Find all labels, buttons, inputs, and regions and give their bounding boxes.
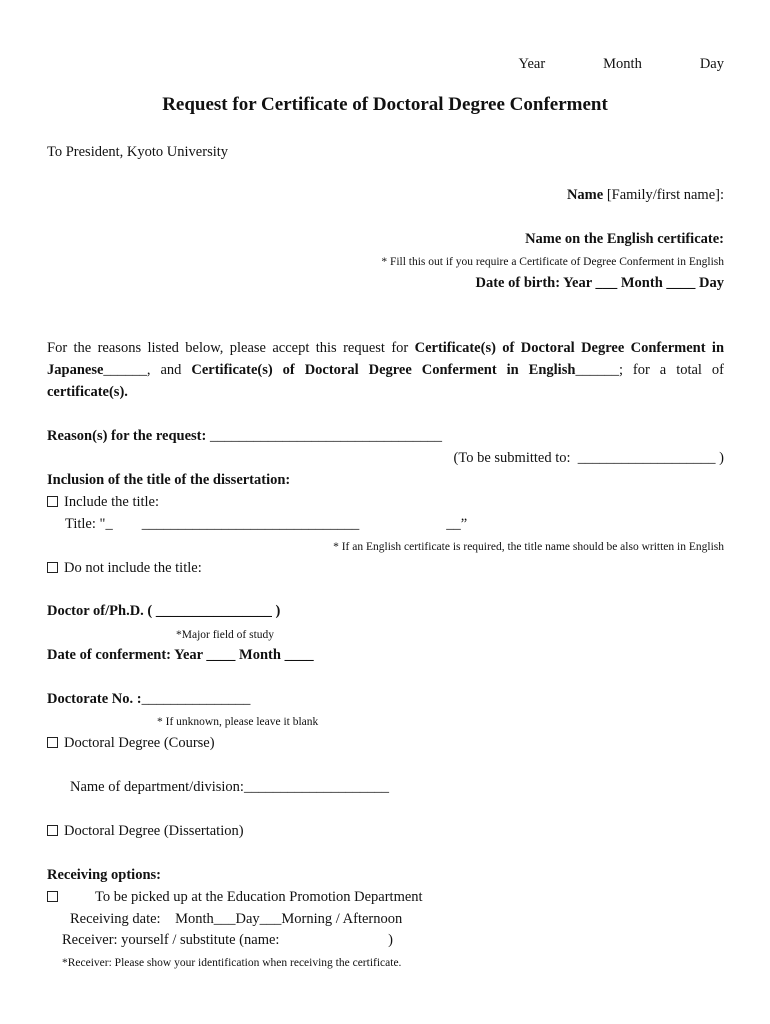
include-title-option[interactable] [47,493,159,511]
request-total-certificates: certificate(s). [47,384,128,400]
include-title-checkbox[interactable] [47,496,58,507]
name-field [567,186,724,204]
request-text-2: ______, and [103,362,192,378]
conferment-date-line[interactable]: Date of conferment: Year ____ Month ____ [47,647,314,663]
doctorate-number-label: Doctorate No. : [47,691,142,707]
receiving-date-line[interactable]: Receiving date: Month___Day___Morning / Afternoon [70,911,403,927]
pickup-option[interactable] [47,888,423,906]
identification-note: *Receiver: Please show your identification when receiving the certificate. [62,957,402,969]
dissertation-title-line[interactable]: Title: "_ ______________________________ __” [65,516,468,532]
course-checkbox[interactable] [47,737,58,748]
pickup-label: To be picked up at the Education Promotion Department [95,889,423,905]
page-title: Request for Certificate of Doctoral Degree Conferment [162,94,608,115]
dissertation-degree-checkbox[interactable] [47,825,58,836]
request-text-3: ______; for a total of [575,362,724,378]
reasons-label: Reason(s) for the request: [47,428,207,444]
english-name-note: * Fill this out if you require a Certificate of Degree Conferment in English [381,256,724,268]
doctorate-number-line [47,690,250,708]
request-paragraph [47,337,724,403]
course-option[interactable] [47,734,215,752]
exclude-title-checkbox[interactable] [47,562,58,573]
date-of-birth-line: Date of birth: Year ___ Month ____ Day [475,275,724,291]
name-hint: [Family/first name]: [603,187,724,203]
doctor-field-line[interactable]: Doctor of/Ph.D. ( ________________ ) [47,603,281,619]
reasons-line [47,427,442,445]
addressee: To President, Kyoto University [47,144,229,160]
exclude-title-option[interactable] [47,559,202,577]
submitted-to-line[interactable]: (To be submitted to: ___________________ ) [453,450,724,466]
department-line[interactable]: Name of department/division:____________________ [70,779,389,795]
pickup-checkbox[interactable] [47,891,58,902]
receiving-heading: Receiving options: [47,867,161,883]
receiver-line[interactable]: Receiver: yourself / substitute (name: ) [62,932,394,948]
dissertation-degree-label: Doctoral Degree (Dissertation) [64,823,244,839]
reasons-blank[interactable]: ________________________________ [206,428,442,444]
exclude-title-label: Do not include the title: [64,560,202,576]
request-english-certificates: Certificate(s) of Doctoral Degree Conferment in English [191,362,576,378]
request-text-1: For the reasons listed below, please accept this request for [47,340,415,356]
doctorate-number-blank[interactable]: _______________ [141,691,251,707]
course-label: Doctoral Degree (Course) [64,735,215,751]
english-name-label: Name on the English certificate: [525,231,724,247]
unknown-note: * If unknown, please leave it blank [157,716,319,728]
english-title-note: * If an English certificate is required, the title name should be also written in English [333,541,724,553]
dissertation-heading: Inclusion of the title of the dissertation: [47,472,291,488]
major-field-note: *Major field of study [176,629,275,641]
name-label: Name [566,187,604,203]
request-japanese-certificates: Certificate(s) of Doctoral Degree Conferment in Japanese [47,340,725,378]
include-title-label: Include the title: [64,494,160,510]
dissertation-degree-option[interactable] [47,822,244,840]
date-line: Year Month Day [518,56,724,72]
